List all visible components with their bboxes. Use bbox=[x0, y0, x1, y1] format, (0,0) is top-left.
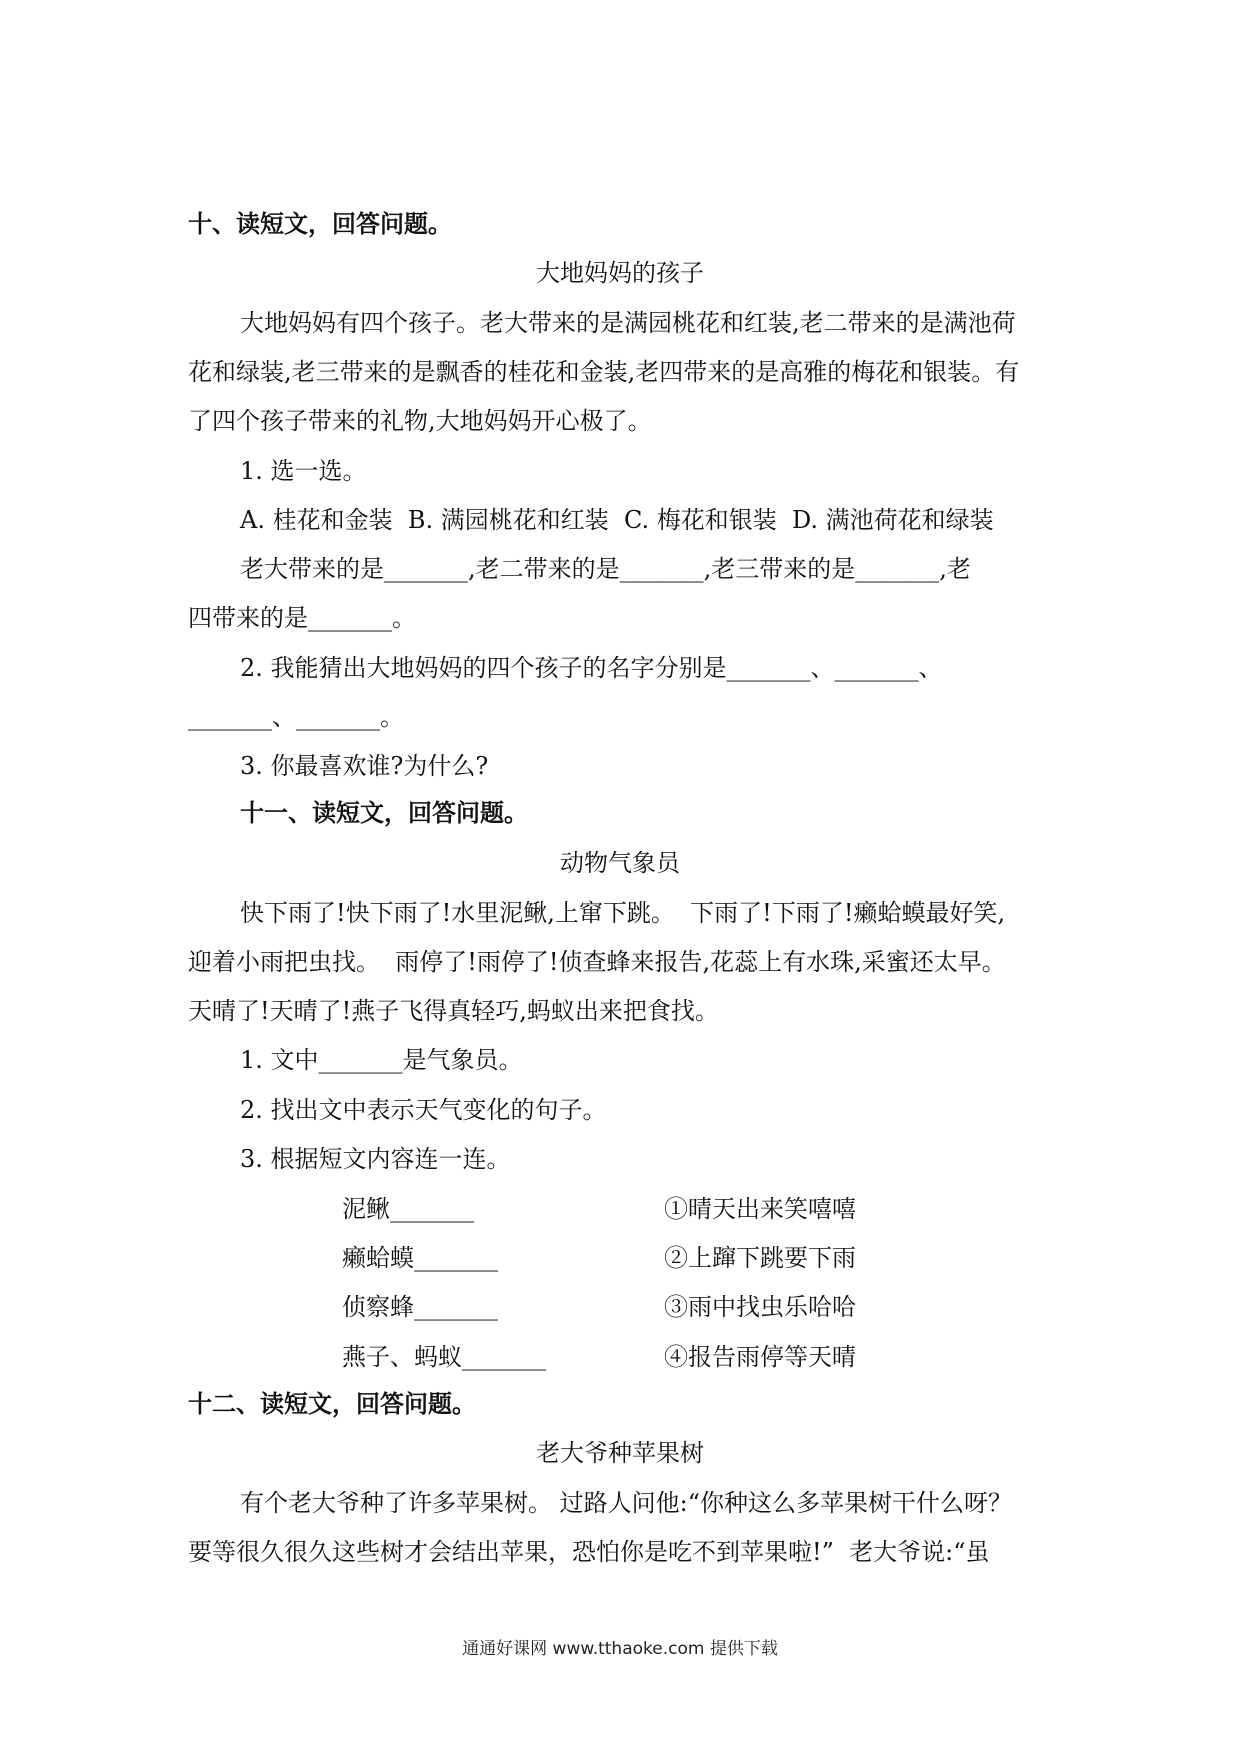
match-right-item: ②上蹿下跳要下雨 bbox=[664, 1244, 856, 1272]
section-10-para-line-1: 大地妈妈有四个孩子。老大带来的是满园桃花和红装,老二带来的是满池荷 bbox=[240, 309, 1016, 337]
section-10-fill-line-1: 老大带来的是_______,老二带来的是_______,老三带来的是_______,老 bbox=[240, 555, 971, 583]
section-10-question-2-line-2: _______、_______。 bbox=[188, 703, 404, 731]
match-left-item: 侦察蜂_______ bbox=[342, 1293, 498, 1321]
section-10-heading: 十、读短文，回答问题。 bbox=[188, 210, 452, 238]
section-12-heading: 十二、读短文，回答问题。 bbox=[188, 1390, 476, 1418]
section-10-question-1: 1. 选一选。 bbox=[240, 457, 367, 485]
section-11-question-3: 3. 根据短文内容连一连。 bbox=[240, 1145, 511, 1173]
section-11-para-line-3: 天晴了!天晴了!燕子飞得真轻巧,蚂蚁出来把食找。 bbox=[188, 997, 719, 1025]
section-10-title: 大地妈妈的孩子 bbox=[536, 259, 704, 287]
match-right-item: ①晴天出来笑嘻嘻 bbox=[664, 1195, 856, 1223]
match-left-item: 泥鳅_______ bbox=[342, 1195, 474, 1223]
section-11-question-1: 1. 文中_______是气象员。 bbox=[240, 1046, 523, 1074]
section-10-question-3: 3. 你最喜欢谁?为什么? bbox=[240, 752, 489, 780]
section-11-title: 动物气象员 bbox=[560, 849, 680, 877]
section-10-question-2-line-1: 2. 我能猜出大地妈妈的四个孩子的名字分别是_______、_______、 bbox=[240, 654, 943, 682]
section-12-para-line-2: 要等很久很久这些树才会结出苹果，恐怕你是吃不到苹果啦!” 老大爷说:“虽 bbox=[188, 1538, 990, 1566]
section-11-para-line-1: 快下雨了!快下雨了!水里泥鳅,上窜下跳。 下雨了!下雨了!癞蛤蟆最好笑, bbox=[240, 899, 1006, 927]
section-12-title: 老大爷种苹果树 bbox=[536, 1439, 704, 1467]
match-left-item: 癞蛤蟆_______ bbox=[342, 1244, 498, 1272]
section-10-options: A. 桂花和金装 B. 满园桃花和红装 C. 梅花和银装 D. 满池荷花和绿装 bbox=[240, 506, 994, 534]
section-11-question-2: 2. 找出文中表示天气变化的句子。 bbox=[240, 1096, 607, 1124]
section-10-para-line-2: 花和绿装,老三带来的是飘香的桂花和金装,老四带来的是高雅的梅花和银装。有 bbox=[188, 358, 1020, 386]
section-11-para-line-2: 迎着小雨把虫找。 雨停了!雨停了!侦查蜂来报告,花蕊上有水珠,采蜜还太早。 bbox=[188, 948, 1006, 976]
match-right-item: ④报告雨停等天晴 bbox=[664, 1343, 856, 1371]
section-12-para-line-1: 有个老大爷种了许多苹果树。 过路人问他:“你种这么多苹果树干什么呀？ bbox=[240, 1489, 1012, 1517]
section-10-fill-line-2: 四带来的是_______。 bbox=[188, 604, 416, 632]
section-10-para-line-3: 了四个孩子带来的礼物,大地妈妈开心极了。 bbox=[188, 407, 652, 435]
match-right-item: ③雨中找虫乐哈哈 bbox=[664, 1293, 856, 1321]
section-11-heading: 十一、读短文，回答问题。 bbox=[240, 799, 528, 827]
match-left-item: 燕子、蚂蚁_______ bbox=[342, 1343, 546, 1371]
page-footer: 通通好课网 www.tthaoke.com 提供下载 bbox=[462, 1639, 778, 1659]
